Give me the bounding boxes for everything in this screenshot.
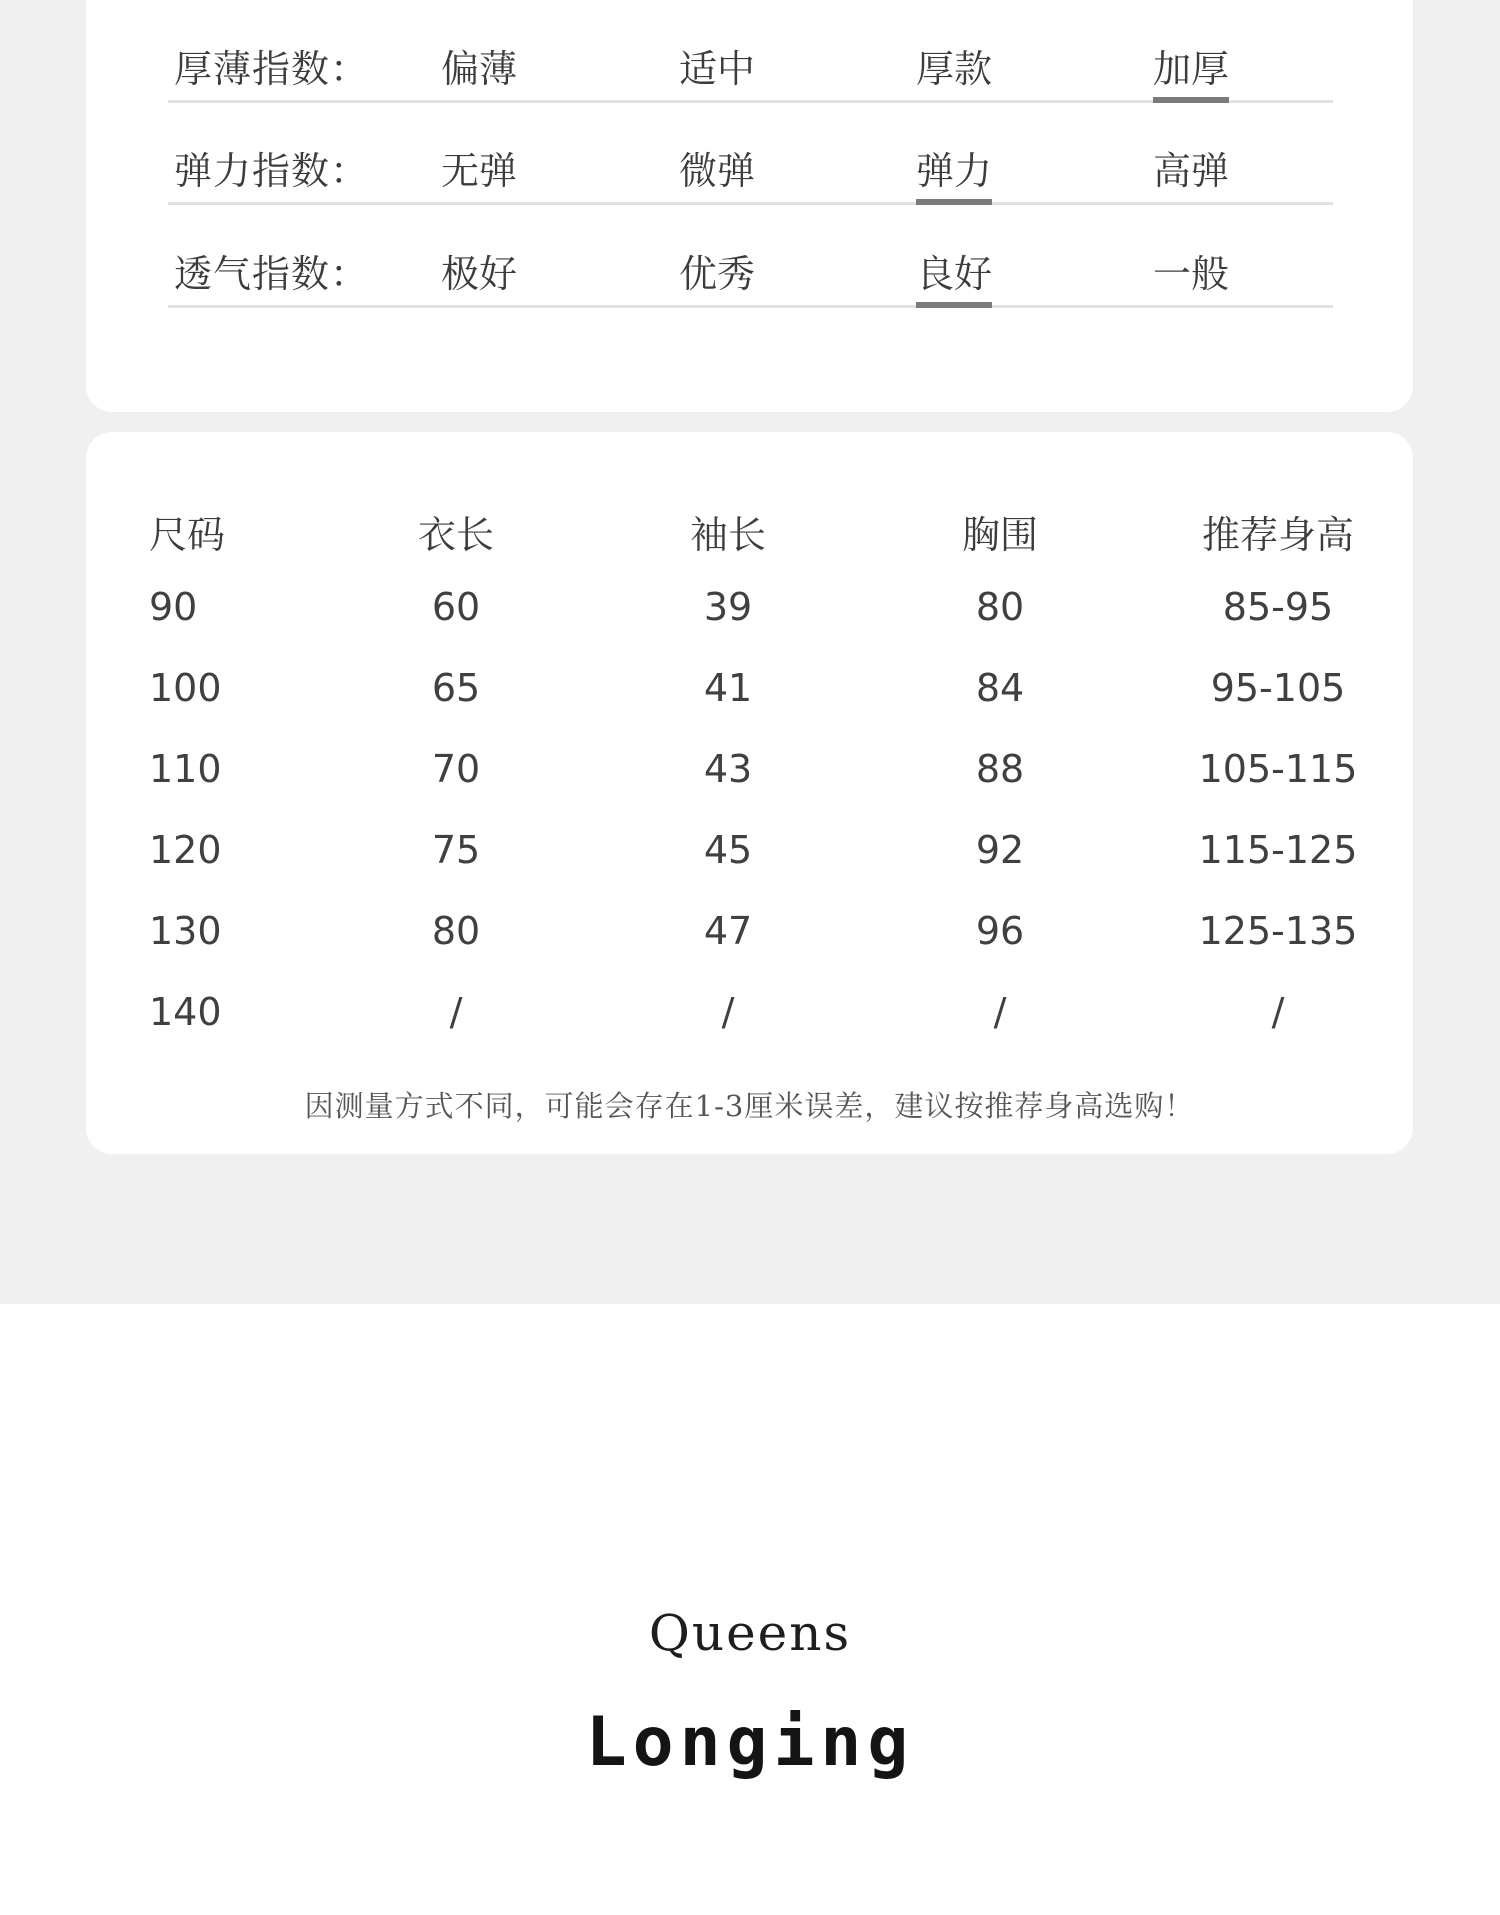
table-cell: 75 xyxy=(431,828,481,872)
table-cell: 115-125 xyxy=(1198,828,1358,872)
table-cell: / xyxy=(721,990,735,1034)
brand-name-bottom: Longing xyxy=(585,1703,915,1782)
table-cell: 105-115 xyxy=(1198,747,1358,791)
index-option: 一般 xyxy=(1153,252,1230,296)
table-row xyxy=(86,585,1413,666)
size-chart-card xyxy=(86,432,1413,1154)
table-cell: 92 xyxy=(975,828,1025,872)
table-cell: / xyxy=(993,990,1007,1034)
table-cell: 60 xyxy=(431,585,481,629)
table-cell: 95-105 xyxy=(1210,666,1346,710)
header-size: 尺码 xyxy=(149,513,226,557)
index-divider xyxy=(168,202,1333,205)
table-row xyxy=(86,990,1413,1071)
index-label: 弹力指数： xyxy=(174,149,370,193)
selected-indicator xyxy=(916,302,992,308)
index-option: 厚款 xyxy=(916,47,993,91)
index-option: 适中 xyxy=(679,47,756,91)
header-sleeve: 袖长 xyxy=(689,513,767,557)
table-cell: 80 xyxy=(975,585,1025,629)
brand-name-top: Queens xyxy=(648,1604,852,1662)
table-row xyxy=(86,666,1413,747)
table-cell: 39 xyxy=(703,585,753,629)
index-option: 偏薄 xyxy=(441,47,518,91)
table-cell: 41 xyxy=(703,666,753,710)
table-row xyxy=(86,747,1413,828)
index-option: 极好 xyxy=(441,252,518,296)
table-cell: 88 xyxy=(975,747,1025,791)
index-row xyxy=(86,213,1413,317)
table-cell: 96 xyxy=(975,909,1025,953)
table-cell: 130 xyxy=(149,909,222,953)
size-table xyxy=(86,504,1413,1071)
selected-indicator xyxy=(1153,97,1229,103)
table-row xyxy=(86,909,1413,990)
table-cell: 70 xyxy=(431,747,481,791)
table-cell: 47 xyxy=(703,909,753,953)
fabric-index-card xyxy=(86,0,1413,412)
index-divider xyxy=(168,305,1333,308)
table-cell: 65 xyxy=(431,666,481,710)
table-cell: 85-95 xyxy=(1222,585,1334,629)
header-chest: 胸围 xyxy=(961,513,1039,557)
table-cell: 84 xyxy=(975,666,1025,710)
index-option: 弹力 xyxy=(916,149,993,193)
table-cell: 80 xyxy=(431,909,481,953)
header-length: 衣长 xyxy=(417,513,495,557)
index-option: 加厚 xyxy=(1153,47,1230,91)
table-cell: 90 xyxy=(149,585,198,629)
index-option: 高弹 xyxy=(1153,149,1230,193)
index-option: 微弹 xyxy=(679,149,756,193)
table-cell: / xyxy=(449,990,463,1034)
index-option: 良好 xyxy=(916,252,993,296)
table-cell: 110 xyxy=(149,747,222,791)
index-option: 优秀 xyxy=(679,252,756,296)
index-row xyxy=(86,8,1413,112)
table-cell: 45 xyxy=(703,828,753,872)
table-cell: 100 xyxy=(149,666,222,710)
size-table-header xyxy=(86,504,1413,585)
table-cell: 120 xyxy=(149,828,222,872)
table-cell: 43 xyxy=(703,747,753,791)
table-cell: / xyxy=(1271,990,1285,1034)
index-option: 无弹 xyxy=(441,149,518,193)
index-row xyxy=(86,110,1413,214)
index-label: 厚薄指数： xyxy=(174,47,370,91)
table-row xyxy=(86,828,1413,909)
table-cell: 125-135 xyxy=(1198,909,1358,953)
index-label: 透气指数： xyxy=(174,252,370,296)
table-cell: 140 xyxy=(149,990,222,1034)
measurement-note: 因测量方式不同，可能会存在1-3厘米误差，建议按推荐身高选购！ xyxy=(304,1089,1195,1123)
header-height: 推荐身高 xyxy=(1201,513,1355,557)
selected-indicator xyxy=(916,199,992,205)
